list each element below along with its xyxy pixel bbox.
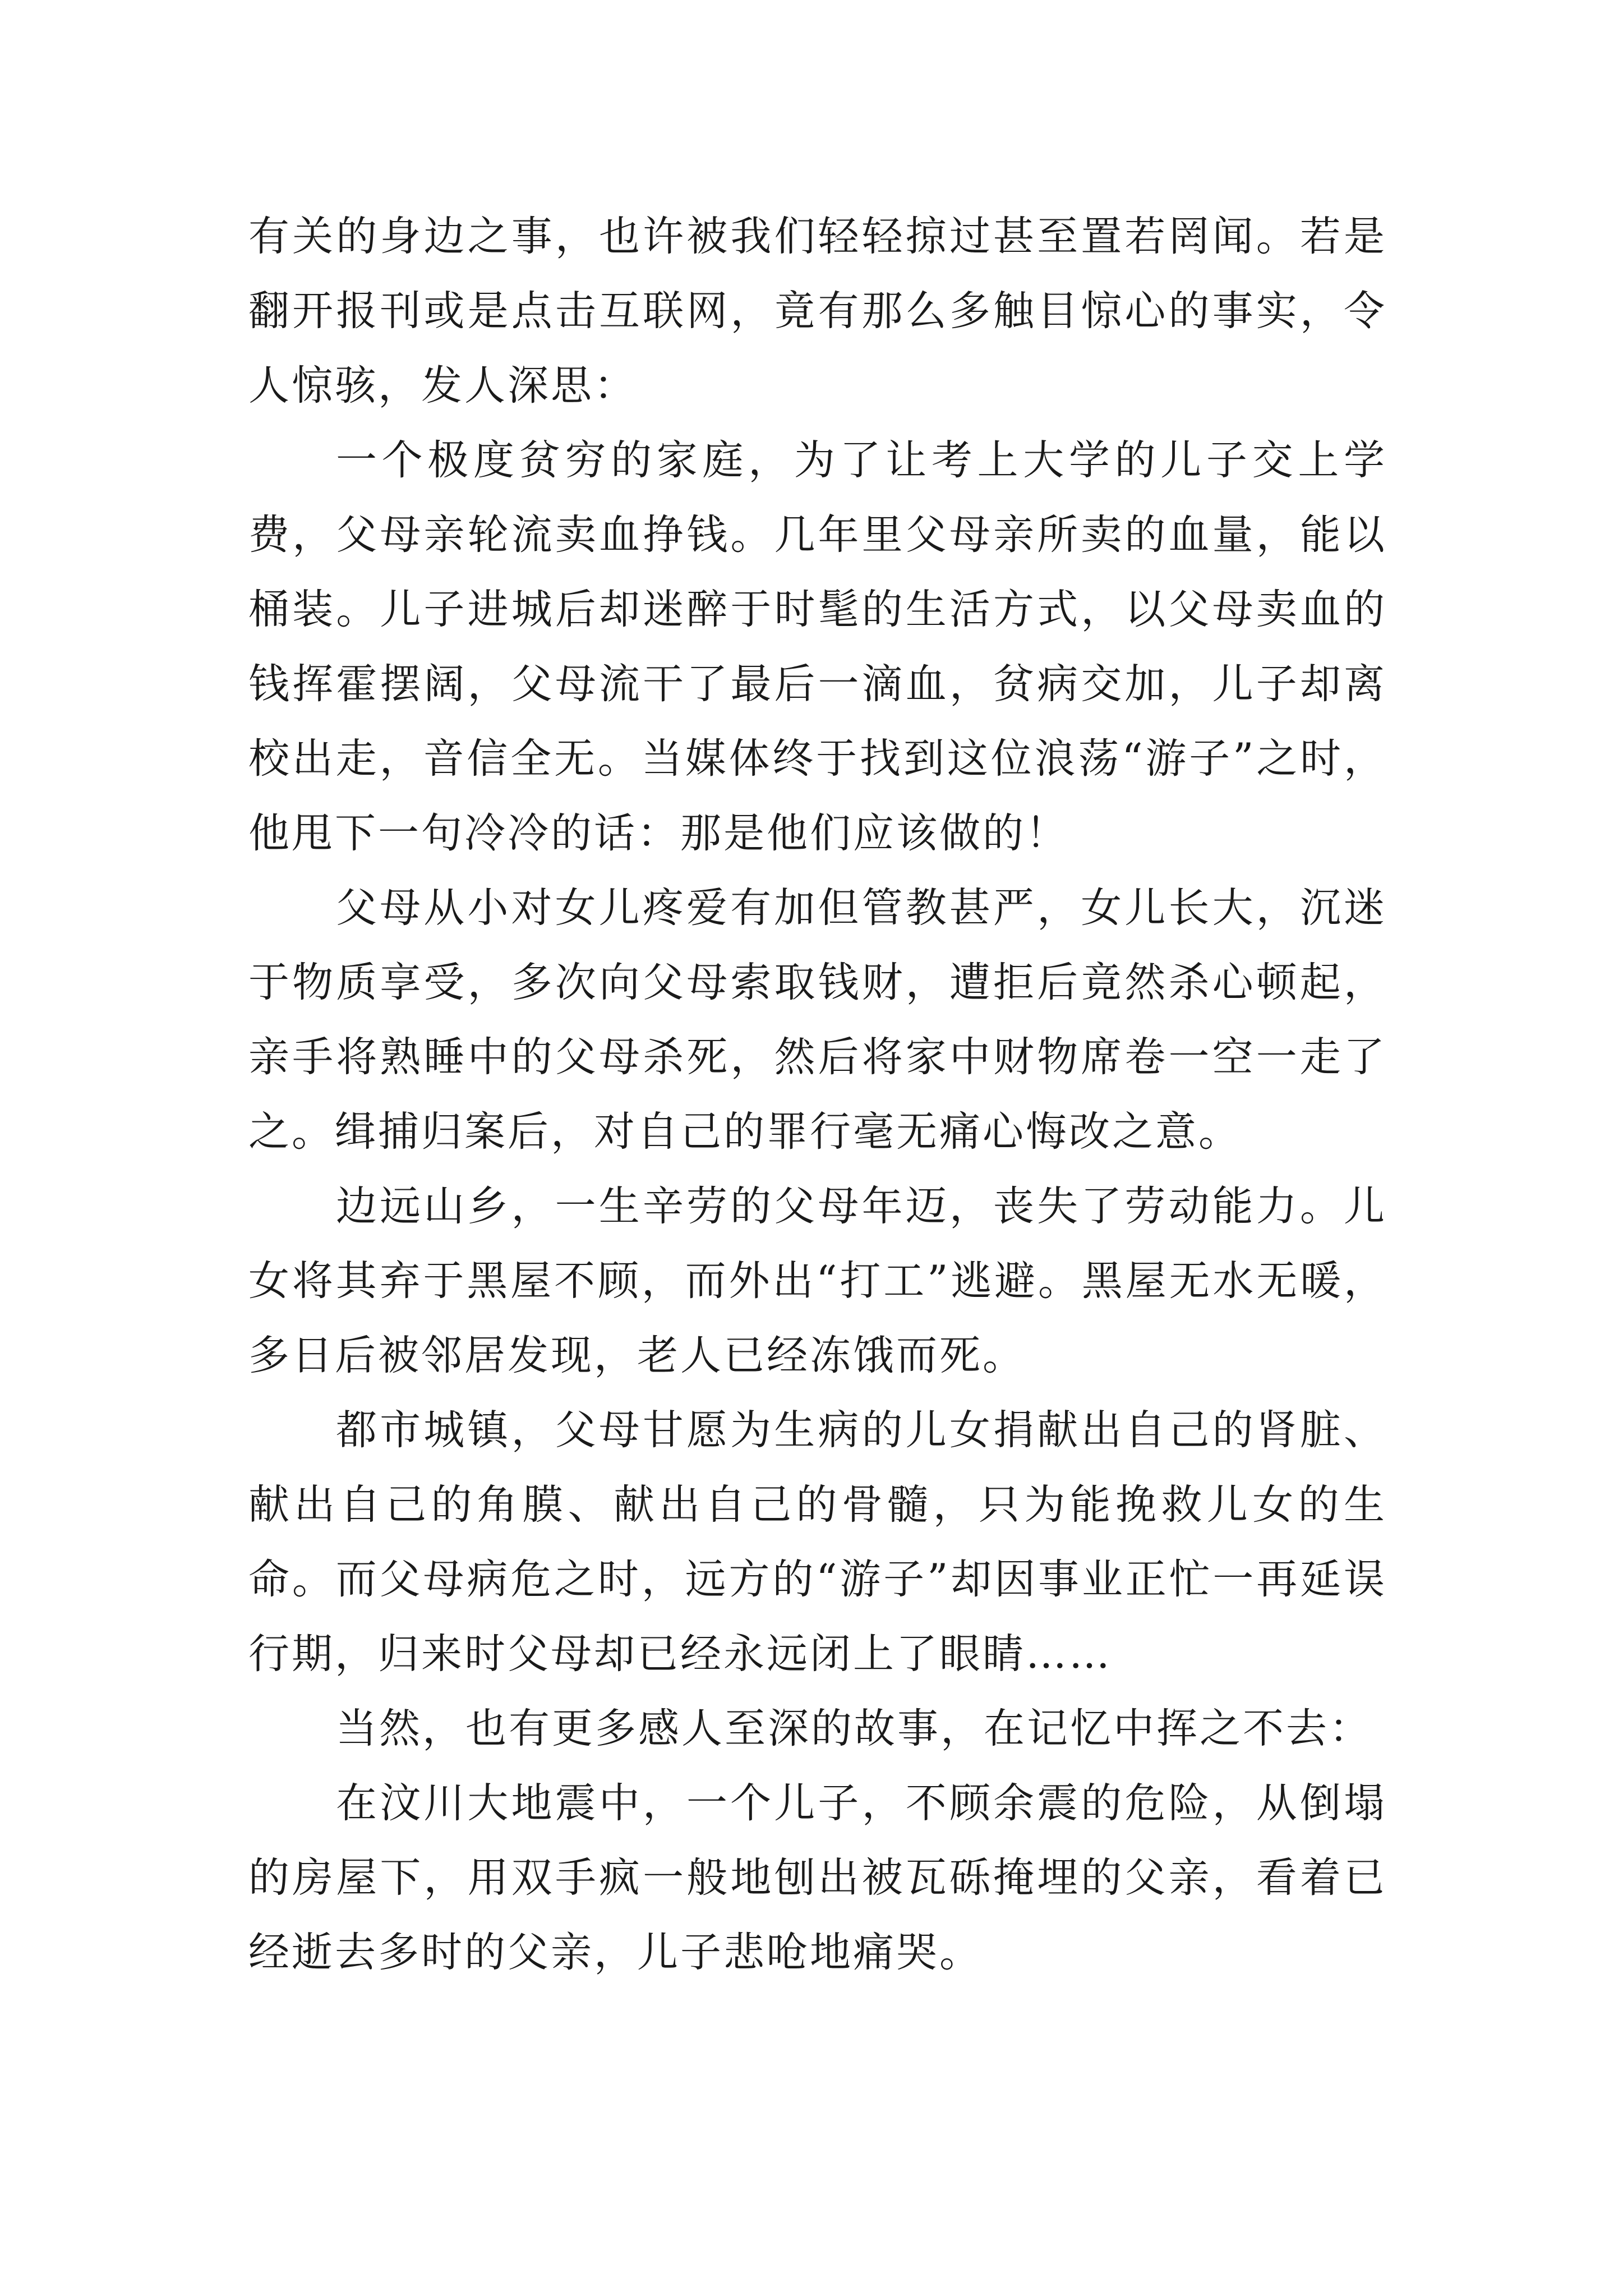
paragraph-5: 都市城镇，父母甘愿为生病的儿女捐献出自己的肾脏、献出自己的角膜、献出自己的骨髓，只为能挽救儿女的生命。而父母病危之时，远方的“游子”却因事业正忙一再延误行期，归来时父母却已经永远闭上了眼睛…… (248, 1406, 1387, 1678)
paragraph-2: 一个极度贫穷的家庭，为了让考上大学的儿子交上学费，父母亲轮流卖血挣钱。几年里父母亲所卖的血量，能以桶装。儿子进城后却迷醉于时髦的生活方式，以父母卖血的钱挥霍摆阔，父母流干了最后一滴血，贫病交加，儿子却离校出走，音信全无。当媒体终于找到这位浪荡“游子”之时，他甩下一句冷冷的话：那是他们应该做的！ (248, 436, 1387, 857)
paragraph-1: 有关的身边之事，也许被我们轻轻掠过甚至置若罔闻。若是翻开报刊或是点击互联网，竟有那么多触目惊心的事实，令人惊骇，发人深思： (248, 213, 1387, 409)
document-body (248, 199, 1387, 1990)
paragraph-3: 父母从小对女儿疼爱有加但管教甚严，女儿长大，沉迷于物质享受，多次向父母索取钱财，遭拒后竟然杀心顿起，亲手将熟睡中的父母杀死，然后将家中财物席卷一空一走了之。缉捕归案后，对自己的罪行毫无痛心悔改之意。 (248, 884, 1387, 1156)
paragraph-6: 当然，也有更多感人至深的故事，在记忆中挥之不去： (336, 1705, 1372, 1752)
paragraph-7: 在汶川大地震中，一个儿子，不顾余震的危险，从倒塌的房屋下，用双手疯一般地刨出被瓦砾掩埋的父亲，看着已经逝去多时的父亲，儿子悲呛地痛哭。 (248, 1779, 1387, 1976)
paragraph-4: 边远山乡，一生辛劳的父母年迈，丧失了劳动能力。儿女将其弃于黑屋不顾，而外出“打工”逃避。黑屋无水无暖，多日后被邻居发现，老人已经冻饿而死。 (248, 1182, 1387, 1379)
